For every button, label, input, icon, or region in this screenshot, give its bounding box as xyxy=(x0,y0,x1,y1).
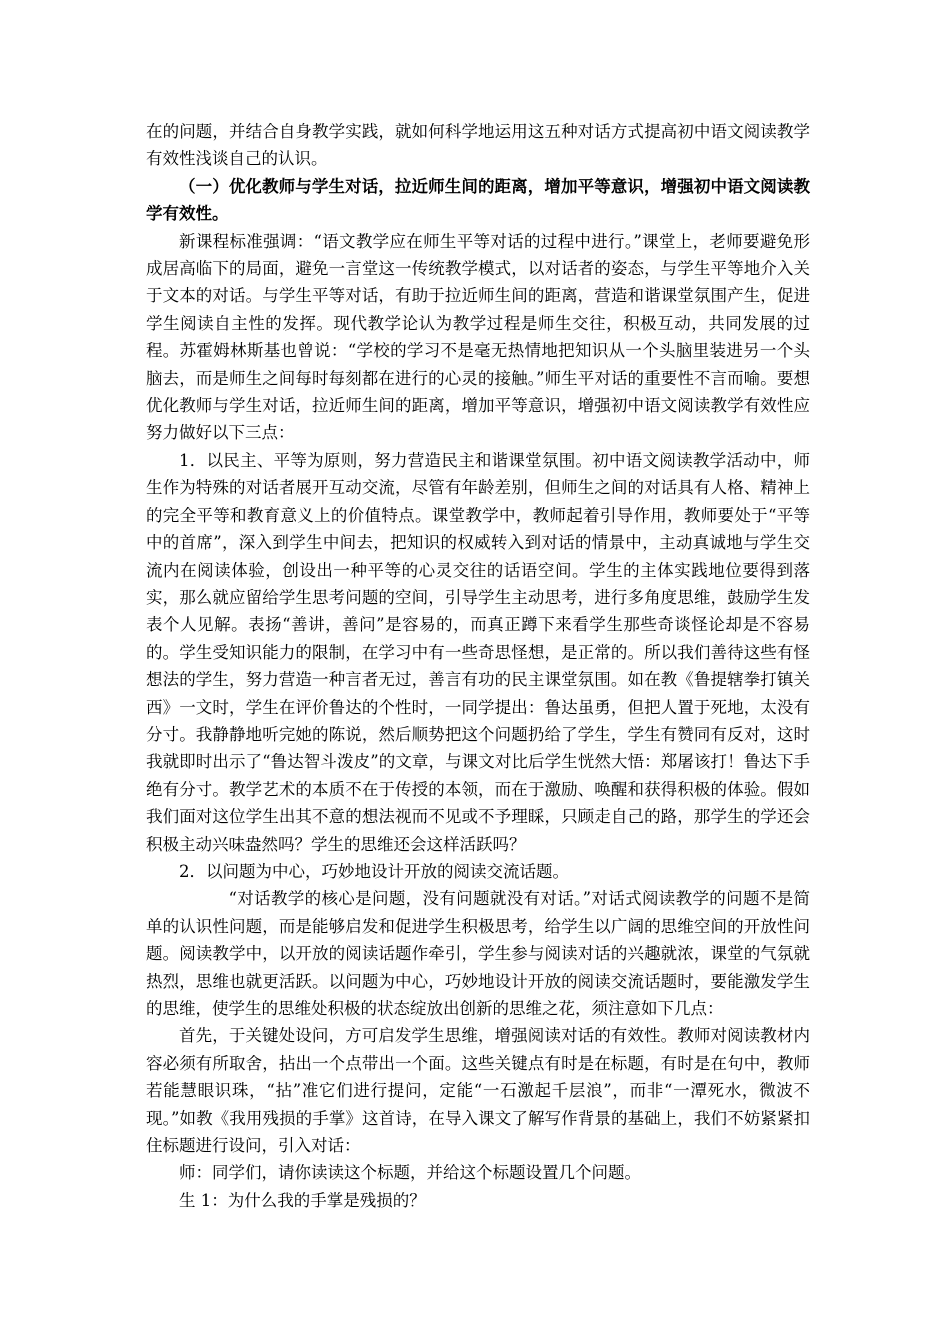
paragraph: 新课程标准强调：“语文教学应在师生平等对话的过程中进行。”课堂上，老师要避免形成居高临下的局面，避免一言堂这一传统教学模式，以对话者的姿态，与学生平等地介入关于文本的对话。与学生平等对话，有助于拉近师生间的距离，营造和谐课堂氛围产生，促进学生阅读自主性的发挥。现代教学论认为教学过程是师生交往，积极互动，共同发展的过程。苏霍姆林斯基也曾说：“学校的学习不是毫无热情地把知识从一个头脑里装进另一个头脑去，而是师生之间每时每刻都在进行的心灵的接触。”师生平对话的重要性不言而喻。要想优化教师与学生对话，拉近师生间的距离，增加平等意识，增强初中语文阅读教学有效性应努力做好以下三点： xyxy=(146,231,810,443)
paragraph: 首先，于关键处设问，方可启发学生思维，增强阅读对话的有效性。教师对阅读教材内容必须有所取舍，拈出一个点带出一个面。这些关键点有时是在标题，有时是在句中，教师若能慧眼识珠，“拈”准它们进行提问，定能“一石激起千层浪”，而非“一潭死水，微波不现。”如教《我用残损的手掌》这首诗，在导入课文了解写作背景的基础上，我们不妨紧紧扣住标题进行设问，引入对话： xyxy=(146,1026,810,1156)
section-heading: （一）优化教师与学生对话，拉近师生间的距离，增加平等意识，增强初中语文阅读教学有效性。 xyxy=(146,176,810,224)
dialogue-line-teacher: 师：同学们，请你读读这个标题，并给这个标题设置几个问题。 xyxy=(179,1163,641,1183)
paragraph: 1．以民主、平等为原则，努力营造民主和谐课堂氛围。初中语文阅读教学活动中，师生作为特殊的对话者展开互动交流，尽管有年龄差别，但师生之间的对话具有人格、精神上的完全平等和教育意义上的价值特点。课堂教学中，教师起着引导作用，教师要处于“平等中的首席”，深入到学生中间去，把知识的权威转入到对话的情景中，主动真诚地与学生交流内在阅读体验，创设出一种平等的心灵交往的话语空间。学生的主体实践地位要得到落实，那么就应留给学生思考问题的空间，引导学生主动思考，进行多角度思维，鼓励学生发表个人见解。表扬“善讲，善问”是容易的，而真正蹲下来看学生那些奇谈怪论却是不容易的。学生受知识能力的限制，在学习中有一些奇思怪想，是正常的。所以我们善待这些有怪想法的学生，努力营造一种言者无过，善言有功的民主课堂氛围。如在教《鲁提辖拳打镇关西》一文时，学生在评价鲁达的个性时，一同学提出：鲁达虽勇，但把人置于死地，太没有分寸。我静静地听完她的陈说，然后顺势把这个问题扔给了学生，学生有赞同有反对，这时我就即时出示了“鲁达智斗泼皮”的文章，与课文对比后学生恍然大悟：郑屠该打！鲁达下手绝有分寸。教学艺术的本质不在于传授的本领，而在于激励、唤醒和获得积极的体验。假如我们面对这位学生出其不意的想法视而不见或不予理睬，只顾走自己的路，那学生的学还会积极主动兴味盎然吗？学生的思维还会这样活跃吗？ xyxy=(146,450,810,854)
paragraph-continuation: 在的问题，并结合自身教学实践，就如何科学地运用这五种对话方式提高初中语文阅读教学有效性浅谈自己的认识。 xyxy=(146,122,810,169)
document-body xyxy=(146,118,810,1214)
paragraph: 2．以问题为中心，巧妙地设计开放的阅读交流话题。 xyxy=(179,861,569,881)
paragraph: “对话教学的核心是问题，没有问题就没有对话。”对话式阅读教学的问题不是简单的认识性问题，而是能够启发和促进学生积极思考，给学生以广阔的思维空间的开放性问题。阅读教学中，以开放的阅读话题作牵引，学生参与阅读对话的兴趣就浓，课堂的气氛就热烈，思维也就更活跃。以问题为中心，巧妙地设计开放的阅读交流话题时，要能激发学生的思维，使学生的思维处积极的状态绽放出创新的思维之花，须注意如下几点： xyxy=(146,889,810,1018)
dialogue-line-student: 生 1：为什么我的手掌是残损的？ xyxy=(179,1190,426,1210)
